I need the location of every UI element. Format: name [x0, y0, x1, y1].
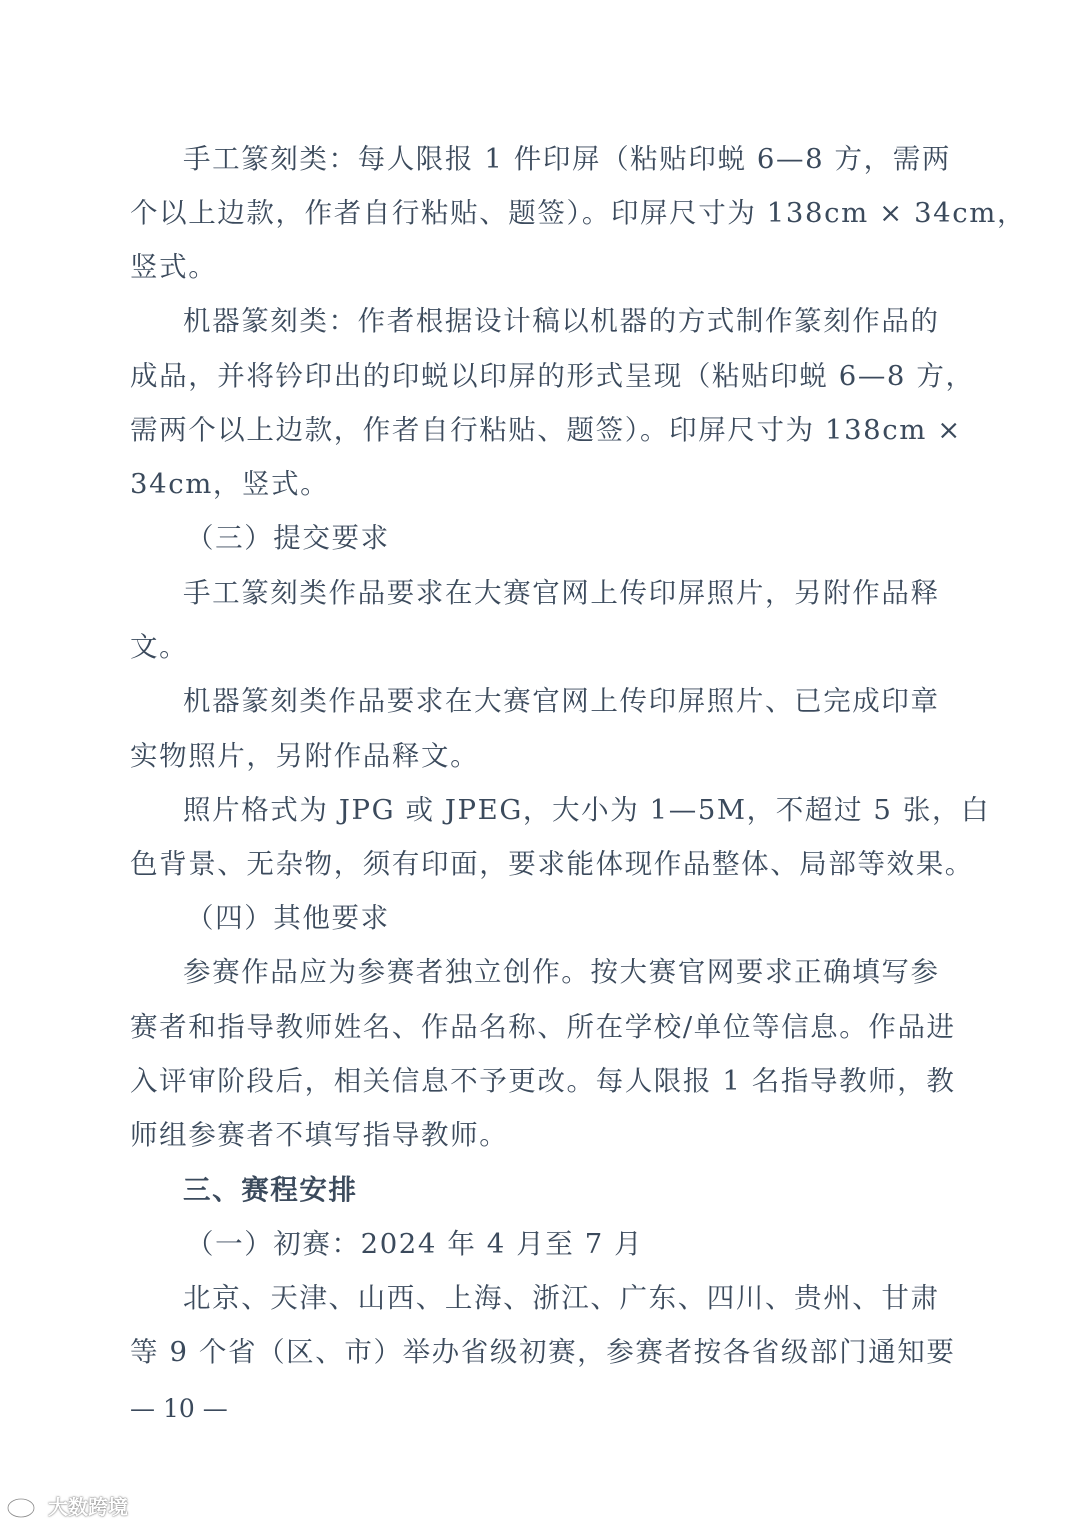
- paragraph-line: 机器篆刻类作品要求在大赛官网上传印屏照片、已完成印章: [183, 685, 940, 717]
- paragraph-line: 机器篆刻类：作者根据设计稿以机器的方式制作篆刻作品的: [183, 305, 940, 337]
- section-heading: （一）初赛：2024 年 4 月至 7 月: [186, 1228, 644, 1260]
- paragraph-line: 个以上边款，作者自行粘贴、题签）。印屏尺寸为 138cm × 34cm，: [130, 197, 1027, 229]
- chapter-heading: 三、赛程安排: [183, 1174, 358, 1206]
- paragraph-line: 赛者和指导教师姓名、作品名称、所在学校/单位等信息。作品进: [130, 1011, 956, 1043]
- section-heading: （三）提交要求: [186, 522, 390, 554]
- watermark: [6, 1490, 128, 1520]
- paragraph-line: 文。: [130, 631, 189, 663]
- paragraph-line: 手工篆刻类作品要求在大赛官网上传印屏照片，另附作品释: [183, 577, 940, 609]
- page-number: — 10 —: [130, 1394, 228, 1423]
- weibo-logo-icon: [6, 1491, 42, 1519]
- section-heading: （四）其他要求: [186, 902, 390, 934]
- paragraph-line: 师组参赛者不填写指导教师。: [130, 1119, 509, 1151]
- paragraph-line: 竖式。: [130, 251, 218, 283]
- paragraph-line: 34cm，竖式。: [130, 468, 330, 500]
- paragraph-line: 成品，并将钤印出的印蜕以印屏的形式呈现（粘贴印蜕 6—8 方，: [130, 360, 975, 392]
- watermark-text: 大数跨境: [48, 1494, 128, 1519]
- paragraph-line: 参赛作品应为参赛者独立创作。按大赛官网要求正确填写参: [183, 956, 940, 988]
- paragraph-line: 实物照片，另附作品释文。: [130, 740, 480, 772]
- paragraph-line: 手工篆刻类：每人限报 1 件印屏（粘贴印蜕 6—8 方，需两: [183, 143, 951, 175]
- paragraph-line: 北京、天津、山西、上海、浙江、广东、四川、贵州、甘肃: [183, 1282, 940, 1314]
- paragraph-line: 等 9 个省（区、市）举办省级初赛，参赛者按各省级部门通知要: [130, 1336, 956, 1368]
- paragraph-line: 照片格式为 JPG 或 JPEG，大小为 1—5M，不超过 5 张，白: [183, 794, 991, 826]
- paragraph-line: 入评审阶段后，相关信息不予更改。每人限报 1 名指导教师，教: [130, 1065, 956, 1097]
- paragraph-line: 色背景、无杂物，须有印面，要求能体现作品整体、局部等效果。: [130, 848, 974, 880]
- paragraph-line: 需两个以上边款，作者自行粘贴、题签）。印屏尺寸为 138cm ×: [130, 414, 962, 446]
